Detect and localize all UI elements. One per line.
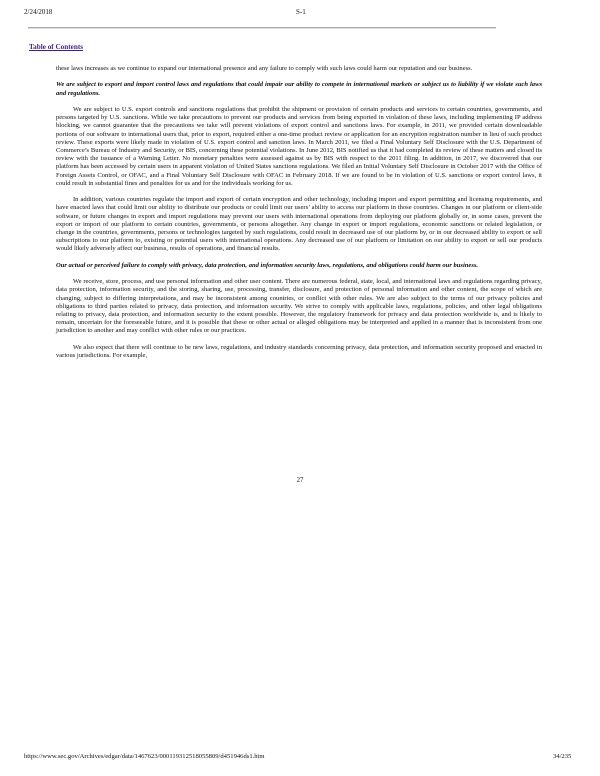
risk-heading-privacy: Our actual or perceived failure to comply with privacy, data protection, and information security laws, regulations, and obligations could harm our business. (56, 261, 479, 269)
risk-heading-export-controls: We are subject to export and import control laws and regulations that could impair our ability to compete in international markets or subject us to liability if we violate such laws and regulations. (56, 81, 542, 97)
paragraph: We receive, store, process, and use personal information and other user content. There are numerous federal, state, local, and international laws and regulations regarding privacy, data protection, information security, and the storing, sharing, use, processing, transfer, disclosure, and protection of personal information and other content, the scope of which are changing, subject to differing interpretations, and may be inconsistent among countries, or conflict with other rules. We are also subject to the terms of our privacy policies and obligations to third parties related to privacy, data protection, and information security. We strive to comply with applicable laws, regulations, policies, and other legal obligations relating to privacy, data protection, and information security to the extent possible. However, the regulatory framework for privacy and data protection worldwide is, and is likely to remain, uncertain for the foreseeable future, and it is possible that these or other actual or alleged obligations may be interpreted and applied in a manner that is inconsistent from one jurisdiction to another and may conflict with other rules or our practices. (56, 278, 542, 335)
document-body (56, 65, 542, 368)
paragraph: In addition, various countries regulate the import and export of certain encryption and other technology, including import and export permitting and licensing requirements, and have enacted laws that could limit our ability to distribute our products or could limit our users’ ability to access our platform in those countries. Changes in our platform or client-side software, or future changes in export and import regulations may prevent our users with international operations from deploying our platform globally or, in some cases, prevent the export or import of our platform to certain countries, governments, or persons altogether. Any change in export or import regulations, economic sanctions or related legislation, or change in the countries, governments, persons or technologies targeted by such regulations, could result in decreased use of our platform by, or in our decreased ability to export or sell subscriptions to our platform to, existing or potential users with international operations. Any decreased use of our platform or limitation on our ability to export or sell our products would likely adversely affect our business, results of operations, and financial results. (56, 196, 542, 253)
source-url: https://www.sec.gov/Archives/edgar/data/1467623/000119312518055809/d451946ds1.htm (24, 753, 265, 760)
page-number: 27 (296, 477, 304, 484)
print-page-count: 34/235 (553, 753, 572, 760)
paragraph: We also expect that there will continue to be new laws, regulations, and industry standards concerning privacy, data protection, and information security proposed and enacted in various jurisdictions. For example, (56, 343, 542, 360)
document-title: S-1 (296, 8, 306, 16)
paragraph-continued: these laws increases as we continue to expand our international presence and any failure to comply with such laws could harm our reputation and our business. (56, 65, 473, 72)
print-date: 2/24/2018 (24, 8, 53, 16)
header-divider (28, 27, 496, 29)
table-of-contents-link[interactable]: Table of Contents (29, 43, 84, 51)
paragraph: We are subject to U.S. export controls and sanctions regulations that prohibit the shipment or provision of certain products and services to certain countries, governments, and persons targeted by U.S. sanctions. While we take precautions to prevent our products and services from being exported in violation of these laws, including implementing IP address blocking, we cannot guarantee that the precautions we take will prevent violations of export control and sanctions laws. For example, in 2011, we provided certain downloadable portions of our software to international users that, prior to export, required either a one-time product review or application for an encryption registration number in lieu of such product review. These exports were likely made in violation of U.S. export control and sanction laws. In March 2011, we filed a Final Voluntary Self Disclosure with the U.S. Department of Commerce’s Bureau of Industry and Security, or BIS, concerning these potential violations. In June 2012, BIS notified us that it had completed its review of these matters and closed its review with the issuance of a Warning Letter. No monetary penalties were assessed against us by BIS with respect to the 2011 filing. In addition, in 2017, we discovered that our platform has been accessed by certain users in apparent violation of United States sanctions regulations. We filed an Initial Voluntary Self Disclosure in October 2017 with the Office of Foreign Assets Control, or OFAC, and a Final Voluntary Self Disclosure with OFAC in February 2018. If we are found to be in violation of U.S. sanctions or export control laws, it could result in substantial fines and penalties for us and for the individuals working for us. (56, 105, 542, 187)
